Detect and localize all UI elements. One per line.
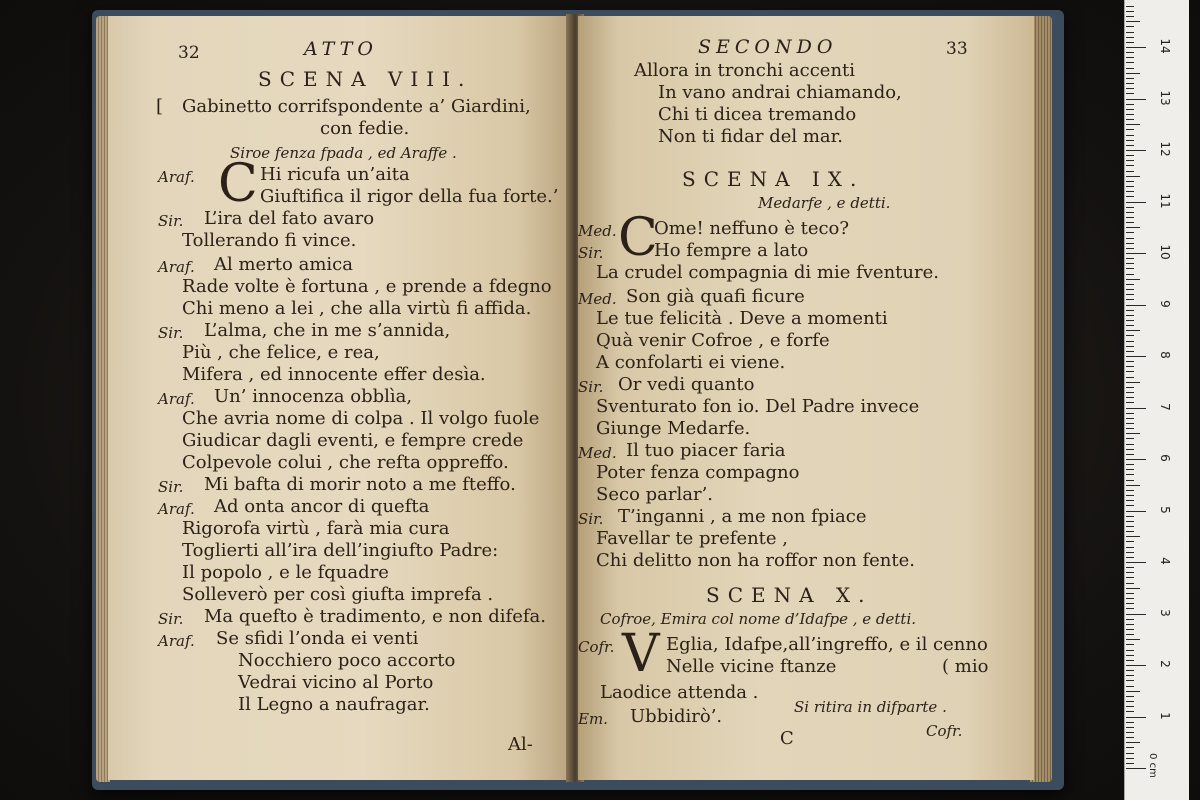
ruler-tick	[1126, 78, 1134, 79]
ruler-number: 12	[1158, 141, 1172, 157]
ruler-tick	[1126, 263, 1134, 264]
ruler-tick	[1126, 16, 1134, 17]
verse-line: Ma quefto è tradimento, e non difefa.	[204, 606, 546, 627]
ruler-tick	[1126, 361, 1134, 362]
ruler-tick	[1126, 413, 1134, 414]
ruler-tick	[1126, 181, 1134, 182]
ruler-tick	[1126, 459, 1146, 460]
drop-initial: V	[622, 624, 660, 684]
ruler-tick	[1126, 186, 1134, 187]
ruler-tick	[1126, 284, 1134, 285]
ruler-tick	[1126, 402, 1134, 403]
ruler-tick	[1126, 377, 1134, 378]
ruler-unit-label: 0 cm	[1146, 753, 1158, 778]
verse-line: Ad onta ancor di quefta	[214, 496, 430, 517]
ruler-tick	[1126, 768, 1146, 769]
drop-initial: C	[618, 208, 658, 268]
ruler-tick	[1126, 335, 1134, 336]
setting-line: Gabinetto corrifspondente a’ Giardini,	[182, 96, 531, 117]
ruler-tick	[1126, 207, 1134, 208]
speaker-label: Sir.	[158, 212, 184, 230]
ruler-tick	[1126, 526, 1134, 527]
ruler-tick	[1126, 433, 1140, 434]
ruler-tick	[1126, 557, 1134, 558]
ruler-number: 1	[1158, 711, 1172, 720]
speaker-label: Sir.	[578, 378, 604, 396]
cast-line: Medarfe , e detti.	[758, 194, 891, 212]
ruler-tick	[1126, 346, 1134, 347]
ruler-number: 5	[1158, 505, 1172, 514]
drop-initial: C	[218, 154, 258, 214]
verse-line: Tollerando fi vince.	[182, 230, 357, 251]
stage-bracket: [	[156, 96, 164, 117]
verse-line: Chi delitto non ha roffor non fente.	[596, 550, 915, 571]
speaker-label: Sir.	[158, 610, 184, 628]
ruler-tick	[1126, 675, 1134, 676]
ruler-tick	[1126, 26, 1134, 27]
verse-line: Se sfidi l’onda ei venti	[216, 628, 419, 649]
ruler-tick	[1126, 660, 1134, 661]
ruler-tick	[1126, 650, 1134, 651]
stage-direction: Si ritira in difparte .	[794, 698, 947, 716]
speaker-label: Araf.	[158, 632, 195, 650]
scene-title: SCENA X.	[706, 583, 873, 607]
catchword: Al-	[508, 734, 533, 755]
verse-line: Il popolo , e le fquadre	[182, 562, 389, 583]
ruler-tick	[1126, 21, 1140, 22]
ruler-tick	[1126, 629, 1134, 630]
ruler-tick	[1126, 490, 1134, 491]
ruler-tick	[1126, 52, 1134, 53]
ruler-tick	[1126, 114, 1134, 115]
speaker-label: Araf.	[158, 500, 195, 518]
speaker-label: Sir.	[578, 510, 604, 528]
verse-line: Mi bafta di morir noto a me fteffo.	[204, 474, 516, 495]
measuring-ruler	[1124, 0, 1189, 800]
ruler-tick	[1126, 165, 1134, 166]
ruler-tick	[1126, 536, 1140, 537]
ruler-tick	[1126, 521, 1134, 522]
ruler-tick	[1126, 588, 1140, 589]
ruler-tick	[1126, 217, 1134, 218]
verse-line: Sventurato fon io. Del Padre invece	[596, 396, 920, 417]
ruler-number: 11	[1158, 192, 1172, 209]
ruler-tick	[1126, 294, 1134, 295]
ruler-tick	[1126, 196, 1134, 197]
ruler-tick	[1126, 88, 1134, 89]
speaker-label: Araf.	[158, 390, 195, 408]
ruler-tick	[1126, 310, 1134, 311]
ruler-tick	[1126, 438, 1134, 439]
ruler-tick	[1126, 717, 1146, 718]
ruler-tick	[1126, 387, 1134, 388]
verse-line: A confolarti ei viene.	[596, 352, 786, 373]
ruler-tick	[1126, 57, 1134, 58]
verse-line: Seco parlar’.	[596, 484, 714, 505]
ruler-tick	[1126, 696, 1134, 697]
speaker-label: Em.	[578, 710, 608, 728]
ruler-tick	[1126, 495, 1134, 496]
ruler-tick	[1126, 480, 1134, 481]
ruler-tick	[1126, 547, 1134, 548]
verse-line: Chi ti dicea tremando	[658, 104, 857, 125]
page-number: 33	[946, 39, 968, 59]
ruler-tick	[1126, 583, 1134, 584]
ruler-tick	[1126, 268, 1134, 269]
verse-line: Il Legno a naufragar.	[238, 694, 430, 715]
ruler-tick	[1126, 6, 1134, 7]
ruler-tick	[1126, 572, 1134, 573]
ruler-tick	[1126, 670, 1134, 671]
verse-line: Ho fempre a lato	[654, 240, 809, 261]
ruler-tick	[1126, 541, 1134, 542]
ruler-tick	[1126, 32, 1134, 33]
ruler-tick	[1126, 315, 1134, 316]
ruler-tick	[1126, 665, 1146, 666]
ruler-tick	[1126, 753, 1134, 754]
scene-title: SCENA VIII.	[258, 67, 473, 91]
ruler-tick	[1126, 763, 1134, 764]
ruler-tick	[1126, 644, 1134, 645]
ruler-tick	[1126, 258, 1134, 259]
ruler-tick	[1126, 289, 1134, 290]
ruler-tick	[1126, 454, 1134, 455]
ruler-tick	[1126, 474, 1134, 475]
left-page	[108, 16, 572, 780]
scene-title: SCENA IX.	[682, 167, 865, 191]
ruler-tick	[1126, 469, 1134, 470]
verse-line: Non ti fidar del mar.	[658, 126, 844, 147]
ruler-tick	[1126, 505, 1134, 506]
ruler-tick	[1126, 99, 1146, 100]
ruler-tick	[1126, 320, 1134, 321]
speaker-label: Med.	[578, 290, 617, 308]
verse-line: Un’ innocenza obblìa,	[214, 386, 413, 407]
verse-line: Rigorofa virtù , farà mia cura	[182, 518, 450, 539]
cast-line: Cofroe, Emira col nome d’Idafpe , e detti.	[600, 610, 917, 628]
ruler-tick	[1126, 248, 1134, 249]
verse-line: Che avria nome di colpa . Il volgo fuole	[182, 408, 540, 429]
ruler-tick	[1126, 109, 1134, 110]
ruler-tick	[1126, 119, 1134, 120]
ruler-tick	[1126, 325, 1134, 326]
ruler-tick	[1126, 47, 1146, 48]
ruler-tick	[1126, 93, 1134, 94]
verse-line: Quà venir Cofroe , e forfe	[596, 330, 830, 351]
ruler-tick	[1126, 150, 1146, 151]
ruler-tick	[1126, 73, 1140, 74]
verse-line: Solleverò per così giufta imprefa .	[182, 584, 494, 605]
speaker-label: Cofr.	[578, 638, 615, 656]
ruler-tick	[1126, 444, 1134, 445]
ruler-tick	[1126, 62, 1134, 63]
ruler-tick	[1126, 737, 1134, 738]
ruler-tick	[1126, 243, 1134, 244]
ruler-tick	[1126, 634, 1134, 635]
ruler-tick	[1126, 212, 1134, 213]
ruler-tick	[1126, 747, 1134, 748]
ruler-tick	[1126, 222, 1134, 223]
ruler-tick	[1126, 253, 1146, 254]
ruler-tick	[1126, 408, 1146, 409]
ruler-tick	[1126, 516, 1134, 517]
ruler-tick	[1126, 366, 1134, 367]
ruler-tick	[1126, 176, 1140, 177]
ruler-number: 13	[1158, 89, 1172, 106]
ruler-tick	[1126, 485, 1140, 486]
ruler-tick	[1126, 603, 1134, 604]
ruler-number: 3	[1158, 608, 1172, 617]
ruler-number: 8	[1158, 351, 1172, 359]
ruler-tick	[1126, 392, 1134, 393]
verse-line: Giuftifica il rigor della fua forte.’	[260, 186, 559, 207]
ruler-tick	[1126, 423, 1134, 424]
ruler-tick	[1126, 449, 1134, 450]
ruler-tick	[1126, 593, 1134, 594]
speaker-label: Med.	[578, 444, 617, 462]
ruler-tick	[1126, 397, 1134, 398]
setting-line: con fedie.	[320, 118, 410, 139]
verse-line: La crudel compagnia di mie fventure.	[596, 262, 939, 283]
ruler-tick	[1126, 562, 1146, 563]
verse-line: L’alma, che in me s’annida,	[204, 320, 451, 341]
signature-mark: C	[780, 728, 794, 749]
ruler-tick	[1126, 160, 1134, 161]
ruler-number: 2	[1158, 660, 1172, 668]
ruler-tick	[1126, 567, 1134, 568]
ruler-tick	[1126, 191, 1134, 192]
cast-line: Siroe fenza fpada , ed Araffe .	[230, 144, 457, 162]
verse-line: Toglierti all’ira dell’ingiufto Padre:	[182, 540, 499, 561]
ruler-tick	[1126, 382, 1140, 383]
verse-line: Le tue felicità . Deve a momenti	[596, 308, 888, 329]
ruler-tick	[1126, 655, 1134, 656]
ruler-tick	[1126, 686, 1134, 687]
ruler-tick	[1126, 552, 1134, 553]
ruler-tick	[1126, 305, 1146, 306]
ruler-tick	[1126, 722, 1134, 723]
verse-line: Nocchiero poco accorto	[238, 650, 456, 671]
ruler-tick	[1126, 614, 1146, 615]
ruler-tick	[1126, 701, 1134, 702]
verse-line: Chi meno a lei , che alla virtù fi affida.	[182, 298, 532, 319]
verse-line: L’ira del fato avaro	[204, 208, 375, 229]
catchword: Cofr.	[926, 722, 963, 740]
ruler-tick	[1126, 608, 1134, 609]
verse-line: T’inganni , a me non fpiace	[618, 506, 867, 527]
ruler-number: 7	[1158, 402, 1172, 411]
ruler-tick	[1126, 274, 1134, 275]
verse-line: Hi ricufa un’aita	[260, 164, 410, 185]
ruler-tick	[1126, 531, 1134, 532]
verse-line: Allora in tronchi accenti	[634, 60, 856, 81]
speaker-label: Araf.	[158, 168, 195, 186]
ruler-tick	[1126, 11, 1134, 12]
ruler-tick	[1126, 104, 1134, 105]
ruler-tick	[1126, 140, 1134, 141]
page-number: 32	[178, 43, 200, 63]
speaker-label: Araf.	[158, 258, 195, 276]
verse-line: Più , che felice, e rea,	[182, 342, 380, 363]
ruler-tick	[1126, 171, 1134, 172]
verse-line: Vedrai vicino al Porto	[238, 672, 434, 693]
verse-turnover: ( mio	[942, 656, 989, 677]
ruler-tick	[1126, 511, 1146, 512]
ruler-tick	[1126, 691, 1140, 692]
ruler-tick	[1126, 706, 1134, 707]
verse-line: Giudicar dagli eventi, e fempre crede	[182, 430, 524, 451]
verse-line: Il tuo piacer faria	[626, 440, 786, 461]
ruler-tick	[1126, 732, 1134, 733]
speaker-label: Sir.	[158, 324, 184, 342]
ruler-tick	[1126, 68, 1134, 69]
verse-line: Rade volte è fortuna , e prende a fdegno	[182, 276, 552, 297]
verse-line: Ubbidirò’.	[630, 706, 723, 727]
ruler-tick	[1126, 680, 1134, 681]
ruler-tick	[1126, 155, 1134, 156]
verse-line: Or vedi quanto	[618, 374, 755, 395]
verse-line: Nelle vicine ftanze	[666, 656, 837, 677]
ruler-tick	[1126, 428, 1134, 429]
ruler-tick	[1126, 500, 1134, 501]
ruler-tick	[1126, 227, 1140, 228]
verse-line: In vano andrai chiamando,	[658, 82, 902, 103]
ruler-tick	[1126, 299, 1134, 300]
ruler-tick	[1126, 124, 1140, 125]
verse-line: Al merto amica	[214, 254, 353, 275]
ruler-tick	[1126, 232, 1134, 233]
ruler-number: 6	[1158, 454, 1172, 462]
verse-line: Eglia, Idafpe,all’ingreffo, e il cenno	[666, 634, 988, 655]
speaker-label: Sir.	[578, 244, 604, 262]
ruler-tick	[1126, 711, 1134, 712]
ruler-tick	[1126, 37, 1134, 38]
verse-line: Son già quafi ficure	[626, 286, 805, 307]
ruler-number: 10	[1158, 244, 1172, 260]
speaker-label: Med.	[578, 222, 617, 240]
right-page	[578, 16, 1034, 780]
running-head: ATTO	[304, 38, 378, 60]
ruler-tick	[1126, 341, 1134, 342]
verse-line: Mifera , ed innocente effer desìa.	[182, 364, 486, 385]
ruler-tick	[1126, 238, 1134, 239]
ruler-tick	[1126, 145, 1134, 146]
ruler-number: 4	[1158, 557, 1172, 565]
ruler-tick	[1126, 135, 1134, 136]
ruler-tick	[1126, 639, 1140, 640]
ruler-tick	[1126, 619, 1134, 620]
ruler-tick	[1126, 758, 1134, 759]
ruler-tick	[1126, 464, 1134, 465]
ruler-tick	[1126, 129, 1134, 130]
verse-line: Favellar te prefente ,	[596, 528, 789, 549]
ruler-tick	[1126, 42, 1134, 43]
ruler-tick	[1126, 742, 1140, 743]
ruler-tick	[1126, 330, 1140, 331]
verse-line: Colpevole colui , che refta oppreffo.	[182, 452, 509, 473]
ruler-tick	[1126, 598, 1134, 599]
running-head: SECONDO	[698, 36, 838, 58]
ruler-number: 9	[1158, 299, 1172, 308]
ruler-tick	[1126, 279, 1140, 280]
ruler-tick	[1126, 202, 1146, 203]
speaker-label: Sir.	[158, 478, 184, 496]
ruler-tick	[1126, 83, 1134, 84]
verse-line: Laodice attenda .	[600, 682, 759, 703]
verse-line: Ome! neffuno è teco?	[654, 218, 850, 239]
ruler-tick	[1126, 727, 1134, 728]
ruler-tick	[1126, 577, 1134, 578]
ruler-tick	[1126, 418, 1134, 419]
ruler-tick	[1126, 351, 1134, 352]
ruler-tick	[1126, 356, 1146, 357]
ruler-tick	[1126, 371, 1134, 372]
verse-line: Poter fenza compagno	[596, 462, 800, 483]
ruler-number: 14	[1158, 38, 1172, 54]
verse-line: Giunge Medarfe.	[596, 418, 751, 439]
ruler-tick	[1126, 624, 1134, 625]
